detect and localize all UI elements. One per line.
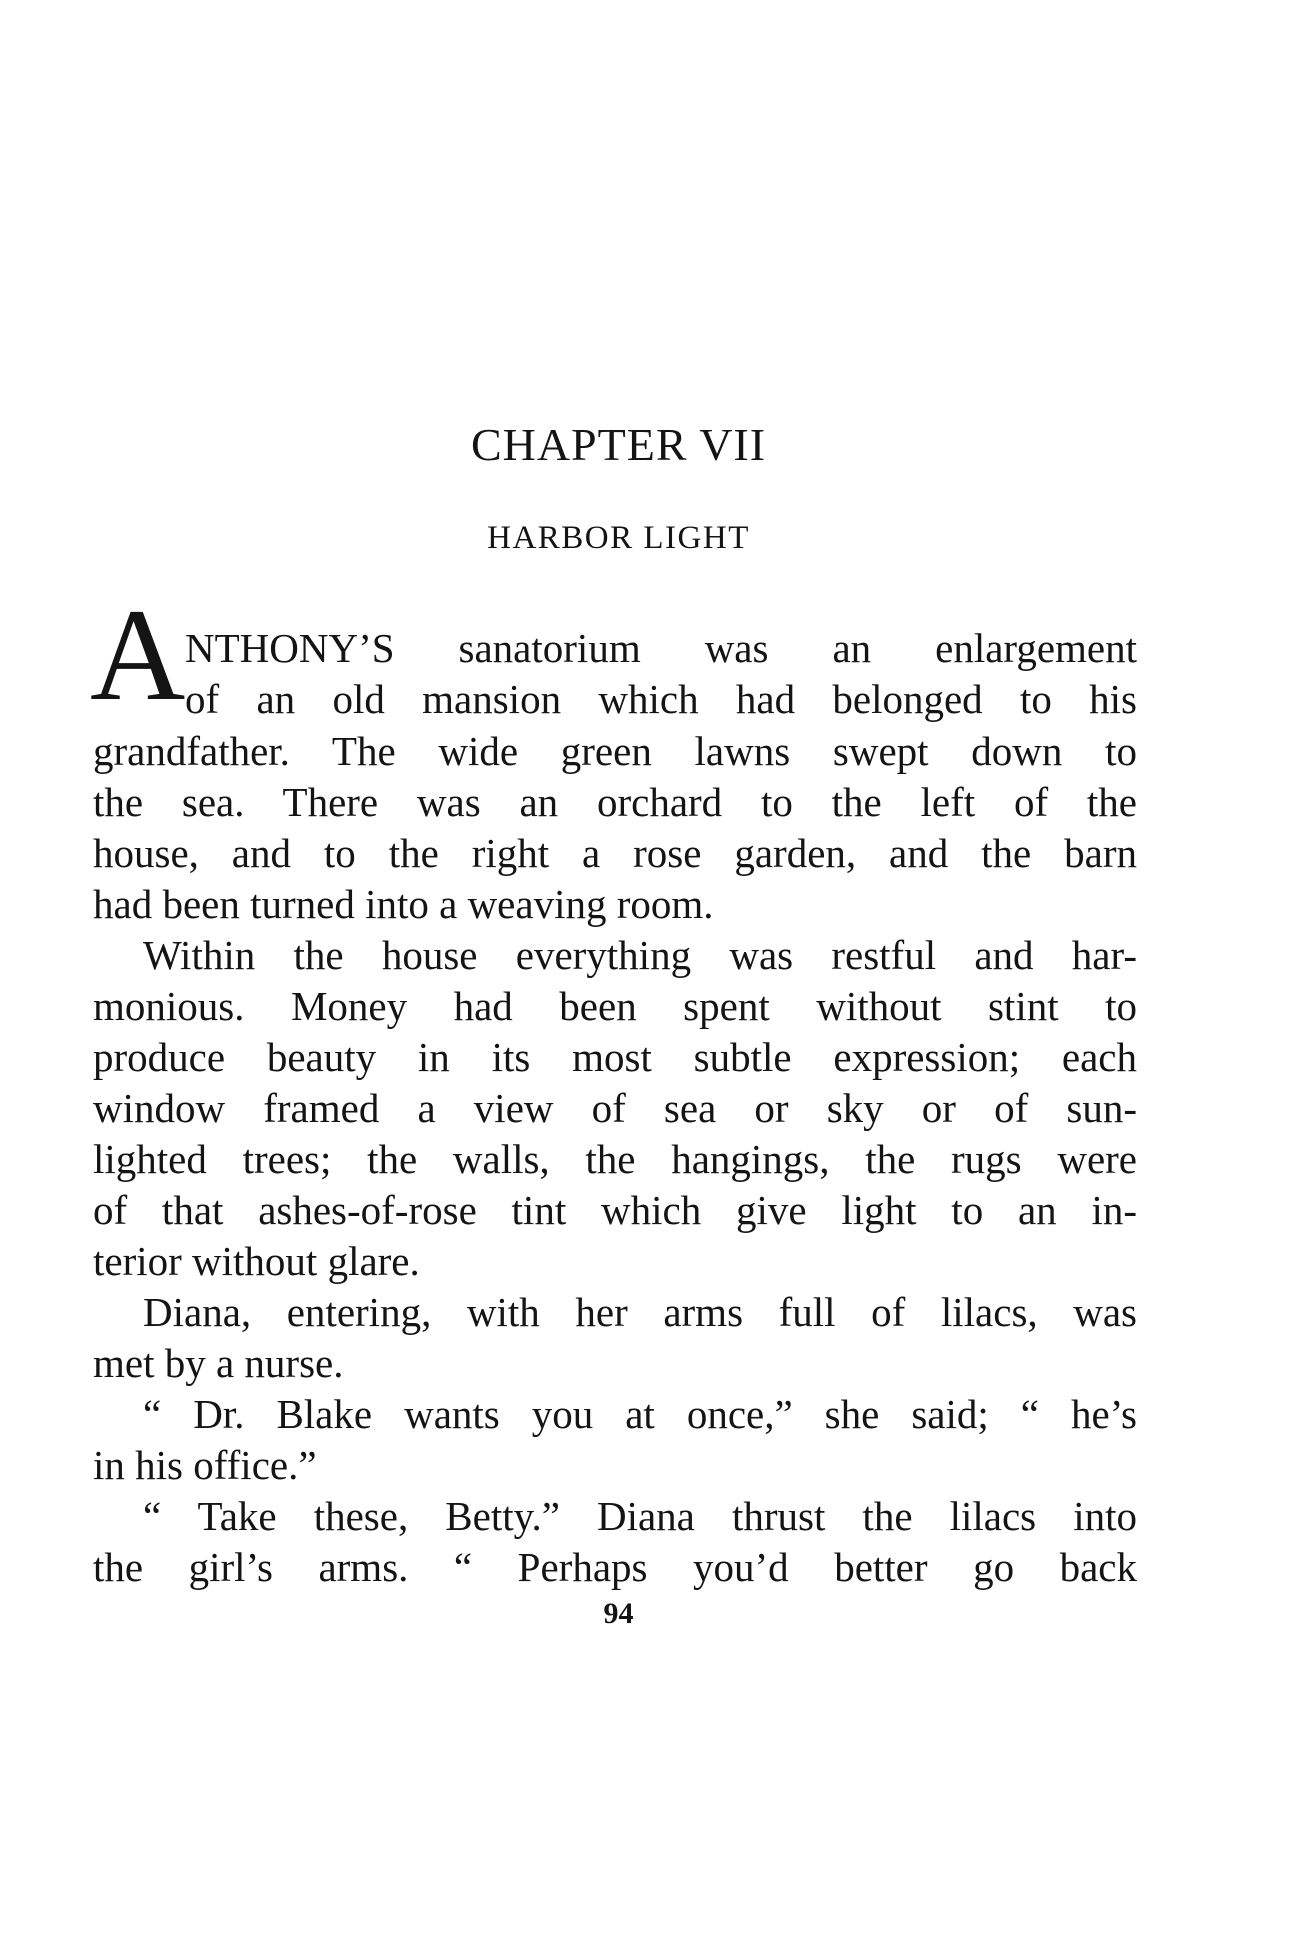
- text-line: “ Dr. Blake wants you at once,” she said; “ he’s: [143, 1391, 1137, 1437]
- text-line: had been turned into a weaving room.: [93, 881, 714, 927]
- text-line: of an old mansion which had belonged to his: [185, 676, 1137, 722]
- text-line: NTHONY’S sanatorium was an enlargement: [185, 625, 1137, 671]
- text-line: of that ashes-of-rose tint which give light to an in-: [93, 1187, 1137, 1233]
- text-line: window framed a view of sea or sky or of sun-: [93, 1085, 1137, 1131]
- drop-cap: A: [90, 581, 186, 728]
- text-line: produce beauty in its most subtle expression; each: [93, 1034, 1137, 1080]
- text-line: house, and to the right a rose garden, and the barn: [93, 830, 1137, 876]
- chapter-title: CHAPTER VII: [470, 419, 767, 470]
- text-line: in his office.”: [93, 1442, 317, 1488]
- page-number: 94: [603, 1597, 634, 1630]
- text-line: met by a nurse.: [93, 1340, 344, 1386]
- text-line: lighted trees; the walls, the hangings, the rugs were: [93, 1136, 1137, 1182]
- text-line: monious. Money had been spent without stint to: [93, 983, 1137, 1029]
- text-line: grandfather. The wide green lawns swept down to: [93, 728, 1137, 774]
- text-line: “ Take these, Betty.” Diana thrust the lilacs into: [143, 1493, 1137, 1539]
- chapter-subtitle: HARBOR LIGHT: [487, 520, 750, 556]
- text-line: terior without glare.: [93, 1238, 420, 1284]
- text-line: the sea. There was an orchard to the left of the: [93, 779, 1137, 825]
- text-line: Within the house everything was restful and har-: [143, 932, 1137, 978]
- text-line: Diana, entering, with her arms full of lilacs, was: [143, 1289, 1137, 1335]
- text-line: the girl’s arms. “ Perhaps you’d better go back: [93, 1544, 1137, 1590]
